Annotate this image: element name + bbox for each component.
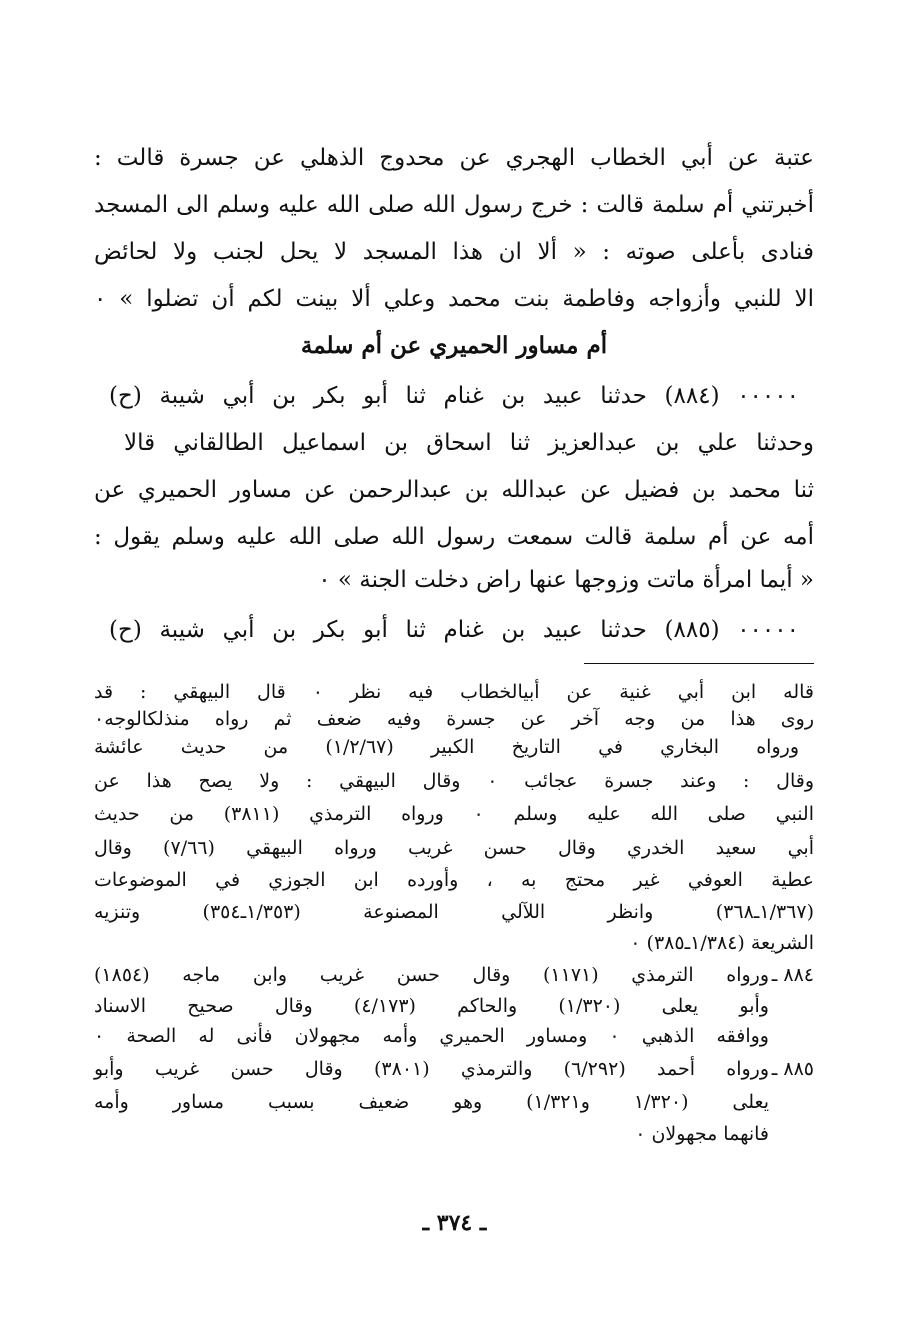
hadith-884-line: « أيما امرأة ماتت وزوجها عنها راض دخلت الجنة » ٠: [318, 567, 814, 593]
footnote-885-line: فانهما مجهولان ٠: [635, 1123, 769, 1145]
section-heading: أم مساور الحميري عن أم سلمة: [300, 332, 608, 359]
hadith-884-line: أمه عن أم سلمة قالت سمعت رسول الله صلى الله عليه وسلم يقول :: [94, 524, 814, 550]
footnote-line: قاله ابن أبي غنية عن أبيالخطاب فيه نظر ٠ قال البيهقي : قد: [94, 681, 814, 703]
main-text-line: أخبرتني أم سلمة قالت : خرج رسول الله صلى الله عليه وسلم الى المسجد: [94, 192, 814, 218]
footnote-line: النبي صلى الله عليه وسلم ٠ ورواه الترمذي (٣٨١١) من حديث: [94, 803, 814, 825]
footnote-885-line: ورواه أحمد (٦/٢٩٢) والترمذي (٣٨٠١) وقال حسن غريب وأبو: [94, 1058, 769, 1080]
main-text-line: عتبة عن أبي الخطاب الهجري عن محدوج الذهلي عن جسرة قالت :: [94, 145, 814, 171]
footnote-number-885: ٨٨٥ ـ: [771, 1058, 814, 1080]
footnote-884-line: وأبو يعلى (١/٣٢٠) والحاكم (٤/١٧٣) وقال صحيح الاسناد: [94, 995, 769, 1017]
footnote-885-line: يعلى (١/٣٢٠ و١/٣٢١) وهو ضعيف بسبب مساور وأمه: [94, 1091, 769, 1113]
hadith-884-line: ثنا محمد بن فضيل عن عبدالله بن عبدالرحمن عن مساور الحميري عن: [94, 477, 814, 503]
footnote-line: (١/٣٦٧ـ٣٦٨) وانظر اللآلي المصنوعة (١/٣٥٣ـ٣٥٤) وتنزيه: [94, 901, 815, 923]
footnote-line: روى هذا من وجه آخر عن جسرة وفيه ضعف ثم رواه منذلكالوجه٠: [94, 708, 814, 730]
hadith-885-line: ٠٠٠٠٠ (٨٨٥) حدثنا عبيد بن غنام ثنا أبو بكر بن أبي شيبة (ح): [109, 617, 799, 643]
footnote-line: وقال : وعند جسرة عجائب ٠ وقال البيهقي : ولا يصح هذا عن: [94, 770, 814, 792]
main-text-line: فنادى بأعلى صوته : « ألا ان هذا المسجد لا يحل لجنب ولا لحائض: [94, 239, 814, 265]
footnote-line: عطية العوفي غير محتج به ، وأورده ابن الجوزي في الموضوعات: [94, 869, 814, 891]
main-text-line: الا للنبي وأزواجه وفاطمة بنت محمد وعلي ألا بينت لكم أن تضلوا » ٠: [94, 286, 814, 312]
hadith-884-line: وحدثنا علي بن عبدالعزيز ثنا اسحاق بن اسماعيل الطالقاني قالا: [124, 430, 814, 456]
footnote-884-line: ووافقه الذهبي ٠ ومساور الحميري وأمه مجهولان فأنى له الصحة ٠: [94, 1025, 769, 1047]
footnote-separator: [584, 663, 814, 664]
page-number: ـ ٣٧٤ ـ: [422, 1210, 487, 1236]
hadith-884-line: ٠٠٠٠٠ (٨٨٤) حدثنا عبيد بن غنام ثنا أبو بكر بن أبي شيبة (ح): [109, 383, 799, 409]
footnote-line: ورواه البخاري في التاريخ الكبير (١/٢/٦٧) من حديث عائشة: [94, 736, 799, 758]
footnote-number-884: ٨٨٤ ـ: [771, 964, 814, 986]
footnote-884-line: ورواه الترمذي (١١٧١) وقال حسن غريب وابن ماجه (١٨٥٤): [94, 964, 769, 986]
footnote-line: الشريعة (١/٣٨٤ـ٣٨٥) ٠: [630, 932, 814, 954]
footnote-line: أبي سعيد الخدري وقال حسن غريب ورواه البيهقي (٧/٦٦) وقال: [94, 837, 814, 859]
